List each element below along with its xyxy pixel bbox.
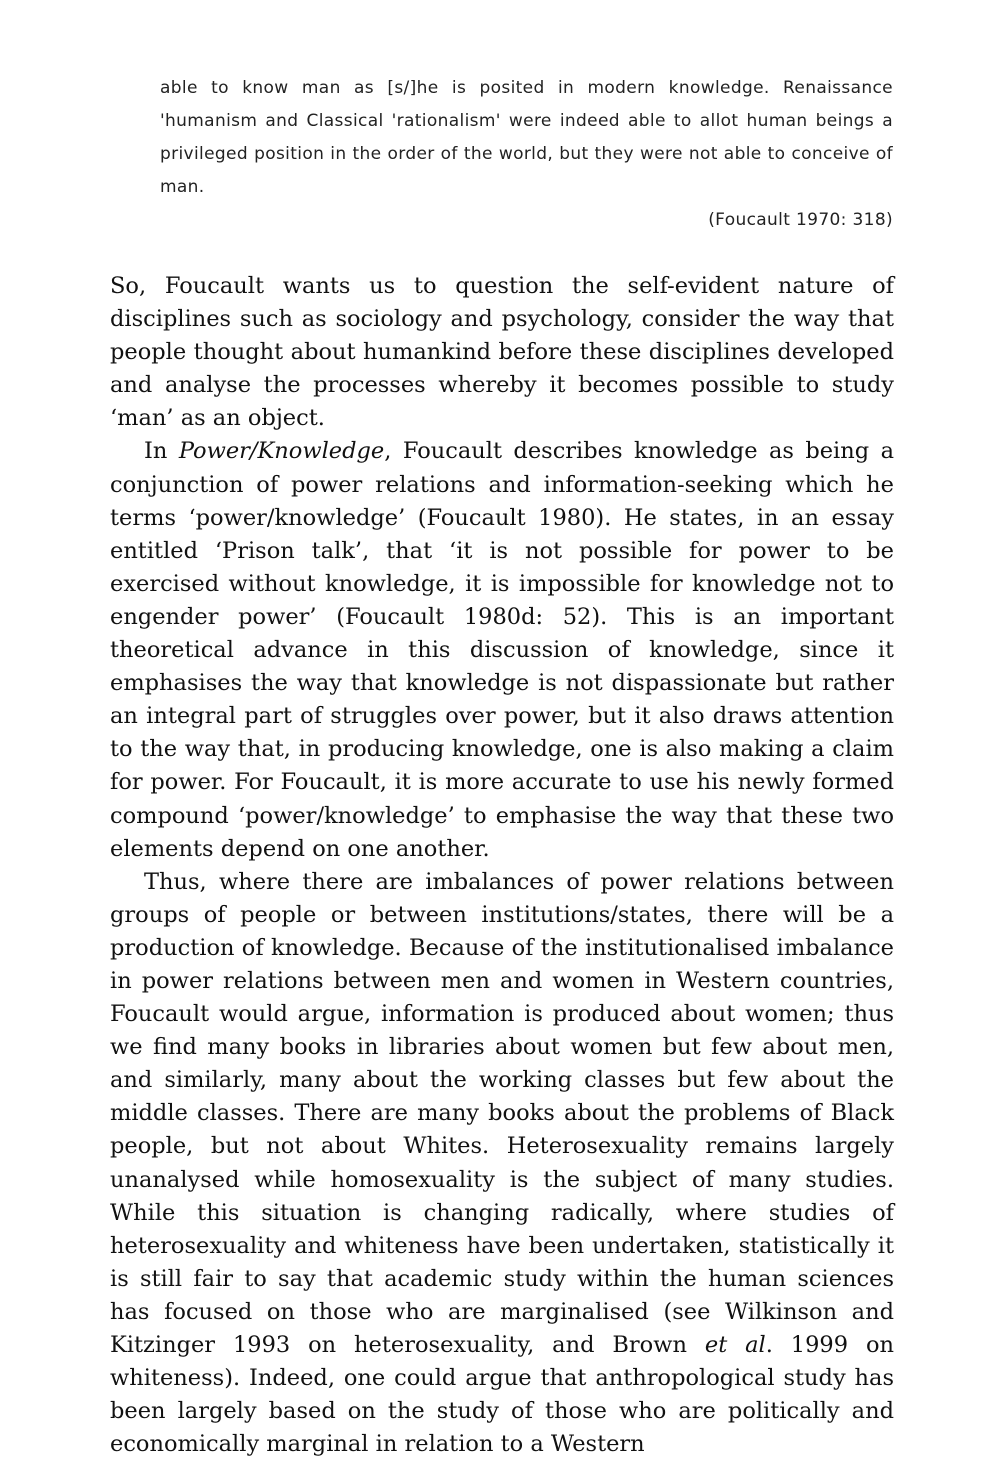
paragraph-2-lead: In	[144, 438, 179, 465]
paragraph-1-text: So, Foucault wants us to question the self-evident nature of disciplines such as sociology and psychology, consider the way that people thought about humankind before these disciplines developed and analyse the processes whereby it becomes possible to study ‘man’ as an object.	[110, 273, 894, 432]
book-title-power-knowledge: Power/Knowledge	[178, 438, 385, 465]
paragraph-2	[110, 435, 894, 865]
paragraph-2-text: , Foucault describes knowledge as being a conjunction of power relations and information-seeking which he terms ‘power/knowledge’ (Foucault 1980). He states, in an essay entitled ‘Prison talk’, that ‘it is not possible for power to be exercised without knowledge, it is impossible for knowledge not to engender power’ (Foucault 1980d: 52). This is an important theoretical advance in this discussion of knowledge, since it emphasises the way that knowledge is not dispassionate but rather an integral part of struggles over power, but it also draws attention to the way that, in producing knowledge, one is also making a claim for power. For Foucault, it is more accurate to use his newly formed compound ‘power/knowledge’ to emphasise the way that these two elements depend on one another.	[110, 438, 894, 862]
paragraph-1	[110, 270, 894, 435]
block-quote: able to know man as [s/]he is posited in modern knowledge. Renaissance 'humanism and Classical 'rationalism' were indeed able to allot human beings a privileged position in the order of the world, but they were not able to conceive of man.	[160, 78, 893, 197]
et-al: et al	[704, 1332, 766, 1358]
paragraph-3	[110, 866, 894, 1461]
paragraph-3-text-before: Thus, where there are imbalances of power relations between groups of people or between institutions/states, there will be a production of knowledge. Because of the institutionalised imbalance in power relations between men and women in Western countries, Foucault would argue, information is produced about women; thus we find many books in libraries about women but few about men, and similarly, many about the working classes but few about the middle classes. There are many books about the problems of Black people, but not about Whites. Heterosexuality remains largely unanalysed while homosexuality is the subject of many studies. While this situation is changing radically, where studies of heterosexuality and whiteness have been undertaken, statistically it is still fair to say that academic study within the human sciences has focused on those who are marginalised (see Wilkinson and Kitzinger 1993 on heterosexuality, and Brown	[110, 868, 894, 1358]
quote-citation: (Foucault 1970: 318)	[708, 210, 893, 230]
body-text	[110, 270, 894, 1461]
paragraph-3-text-after: . 1999 on whiteness). Indeed, one could argue that anthropological study has been largely based on the study of those who are politically and economically marginal in relation to a Western	[110, 1332, 894, 1458]
